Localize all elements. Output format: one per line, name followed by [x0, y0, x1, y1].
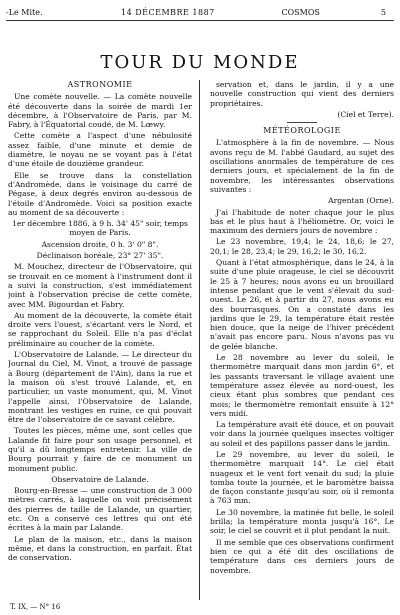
paragraph: Bourg-en-Bresse — une construction de 3 000 mètres carrés, à laquelle on voit précisément des pierres de taille de Lalande, un quartier, etc. On a conservé ces lettres qui ont été écrites à la main par Lalande.	[8, 486, 192, 533]
header-journal: COSMOS	[281, 8, 320, 17]
paragraph-source: (Ciel et Terre).	[337, 109, 394, 119]
paragraph: Cette comète a l'aspect d'une nébulosité assez faible, d'une minute et demie de diamètre, le noyau ne se voyant pas à l'état d'une étoile de douzième grandeur.	[8, 131, 192, 169]
paragraph: Il me semble que ces observations confirment bien ce qui a été dit des oscillations de température dans ces derniers jours de novembre.	[210, 537, 394, 575]
paragraph: Déclinaison boréale, 23° 27' 35".	[36, 251, 164, 261]
paragraph: Ascension droite, 0 h. 3' 0" 8".	[41, 239, 159, 249]
page-title: TOUR DU MONDE	[100, 52, 300, 74]
paragraph: Le 23 novembre, 19,4; le 24, 18,6; le 27, 20,1; le 28, 23,4; le 29, 16,2; le 30, 16,2.	[210, 237, 394, 256]
right-column	[210, 80, 394, 595]
page-number: 5	[380, 8, 386, 17]
column-divider	[199, 80, 200, 600]
header-date: 14 DÉCEMBRE 1887	[121, 8, 215, 17]
section-title-astronomie: ASTRONOMIE	[67, 80, 133, 89]
paragraph-location: Argentan (Orne).	[328, 196, 394, 206]
paragraph: servation et, dans le jardin, il y a une nouvelle construction qui vient des derniers propriétaires.	[210, 80, 394, 108]
paragraph: Toutes les pièces, même une, sont celles que Lalande fit faire pour son usage personnel, et qu'il a dû longtemps entretenir. La ville de Bourg pourrait y faire de ce monument un monument public.	[8, 426, 192, 473]
paragraph: L'Observatoire de Lalande. — Le directeur du Journal du Ciel, M. Vinot, a trouvé de passage à Bourg (département de l'Ain), dans la rue et la maison où s'est trouvé Lalande, et, en particulier, un vaste monument, qui, M. Vinot l'appelle ainsi, l'Observatoire de Lalande, montrant les vestiges en ruine, ce qui pouvait être de l'observatoire de ce savant célèbre.	[8, 350, 192, 425]
header-rule	[6, 20, 394, 21]
paragraph: Au moment de la découverte, la comète était droite vers l'ouest, s'écartant vers le Nord, et se rapprochant du Soleil. Elle n'a pas d'éclat préliminaire au coucher de la comète.	[8, 310, 192, 348]
paragraph: Observatoire de Lalande.	[51, 474, 149, 484]
paragraph: Le 29 novembre, au lever du soleil, le thermomètre marquait 14°. Le ciel était nuageux et le vent fort venait du sud; la pluie tomba toute la journée, et le baromètre baissa de façon constante jusqu'au soir, où il remonta à 763 mm.	[210, 449, 394, 506]
left-column	[8, 80, 192, 595]
paragraph: L'atmosphère à la fin de novembre. — Nous avons reçu de M. l'abbé Gaudard, au sujet des oscillations anormales de température de ces derniers jours, et spécialement de la fin de novembre, les intéressantes observations suivantes :	[210, 138, 394, 194]
paragraph: Le 28 novembre au lever du soleil, le thermomètre marquait dans mon jardin 6°, et les passants traversant le village avaient une température assez élevée au nord-ouest, les cieux étant plus sombres que pendant ces mois; le thermomètre remontait ensuite à 12° vers midi.	[210, 353, 394, 418]
page-header	[6, 6, 394, 20]
separator-rule	[287, 122, 317, 123]
paragraph: La température avait été douce, et on pouvait voir dans la journée quelques insectes voltiger au soleil et des papillons passer dans le jardin.	[210, 420, 394, 448]
paragraph: M. Mouchez, directeur de l'Observatoire, qui se trouvait en ce moment à l'instrument dont il a suivi la construction, s'est immédiatement joint à l'observation précise de cette comète, avec MM. Bigourdan et Fabry.	[8, 262, 192, 309]
header-title	[281, 6, 386, 20]
section-title-meteorologie: MÉTÉOROLOGIE	[263, 126, 341, 136]
page-footer: T. IX, — N° 16	[10, 603, 61, 611]
paragraph: 1er décembre 1886, à 9 h. 34' 45" soir, temps moyen de Paris.	[12, 219, 188, 238]
paragraph: Une comète nouvelle. — La comète nouvelle été découverte dans la soirée de mardi 1er décembre, à l'Observatoire de Paris, par M. Fabry, à l'Équatorial coudé, de M. Lœwy.	[8, 92, 192, 130]
paragraph: Elle se trouve dans la constellation d'Andromède, dans le voisinage du carré de Pégase, à deux degrés environ au-dessous de l'étoile d'Andromède. Voici sa position exacte au moment de sa découverte :	[8, 170, 192, 217]
paragraph: Le plan de la maison, etc., dans la maison même, et dans la construction, en parfait. État de conservation.	[8, 534, 192, 563]
paragraph: Quant à l'état atmosphérique, dans le 24, à la suite d'une pluie orageuse, le ciel se découvrit le 25 à 7 heures; nous avons eu un brouillard intense pendant que le vent s'élevait du sud-ouest. Le 26, et à partir du 27, nous avons eu des bourrasques. On a constaté dans les jardins que le 29, la température était restée bien douce, que la neige de l'hiver précédent n'avait pas encore paru. Nous n'avons pas vu de gelée blanche.	[210, 258, 394, 351]
paragraph: Le 30 novembre, la matinée fut belle, le soleil brilla; la température monta jusqu'à 16°. Le soir, le ciel se couvrit et il plut pendant la nuit.	[210, 507, 394, 536]
header-left: -Le Mite.	[6, 8, 43, 17]
paragraph: J'ai l'habitude de noter chaque jour le plus bas et le plus haut à l'héliomètre. Or, voici le maximum des derniers jours de novembre :	[210, 207, 394, 236]
